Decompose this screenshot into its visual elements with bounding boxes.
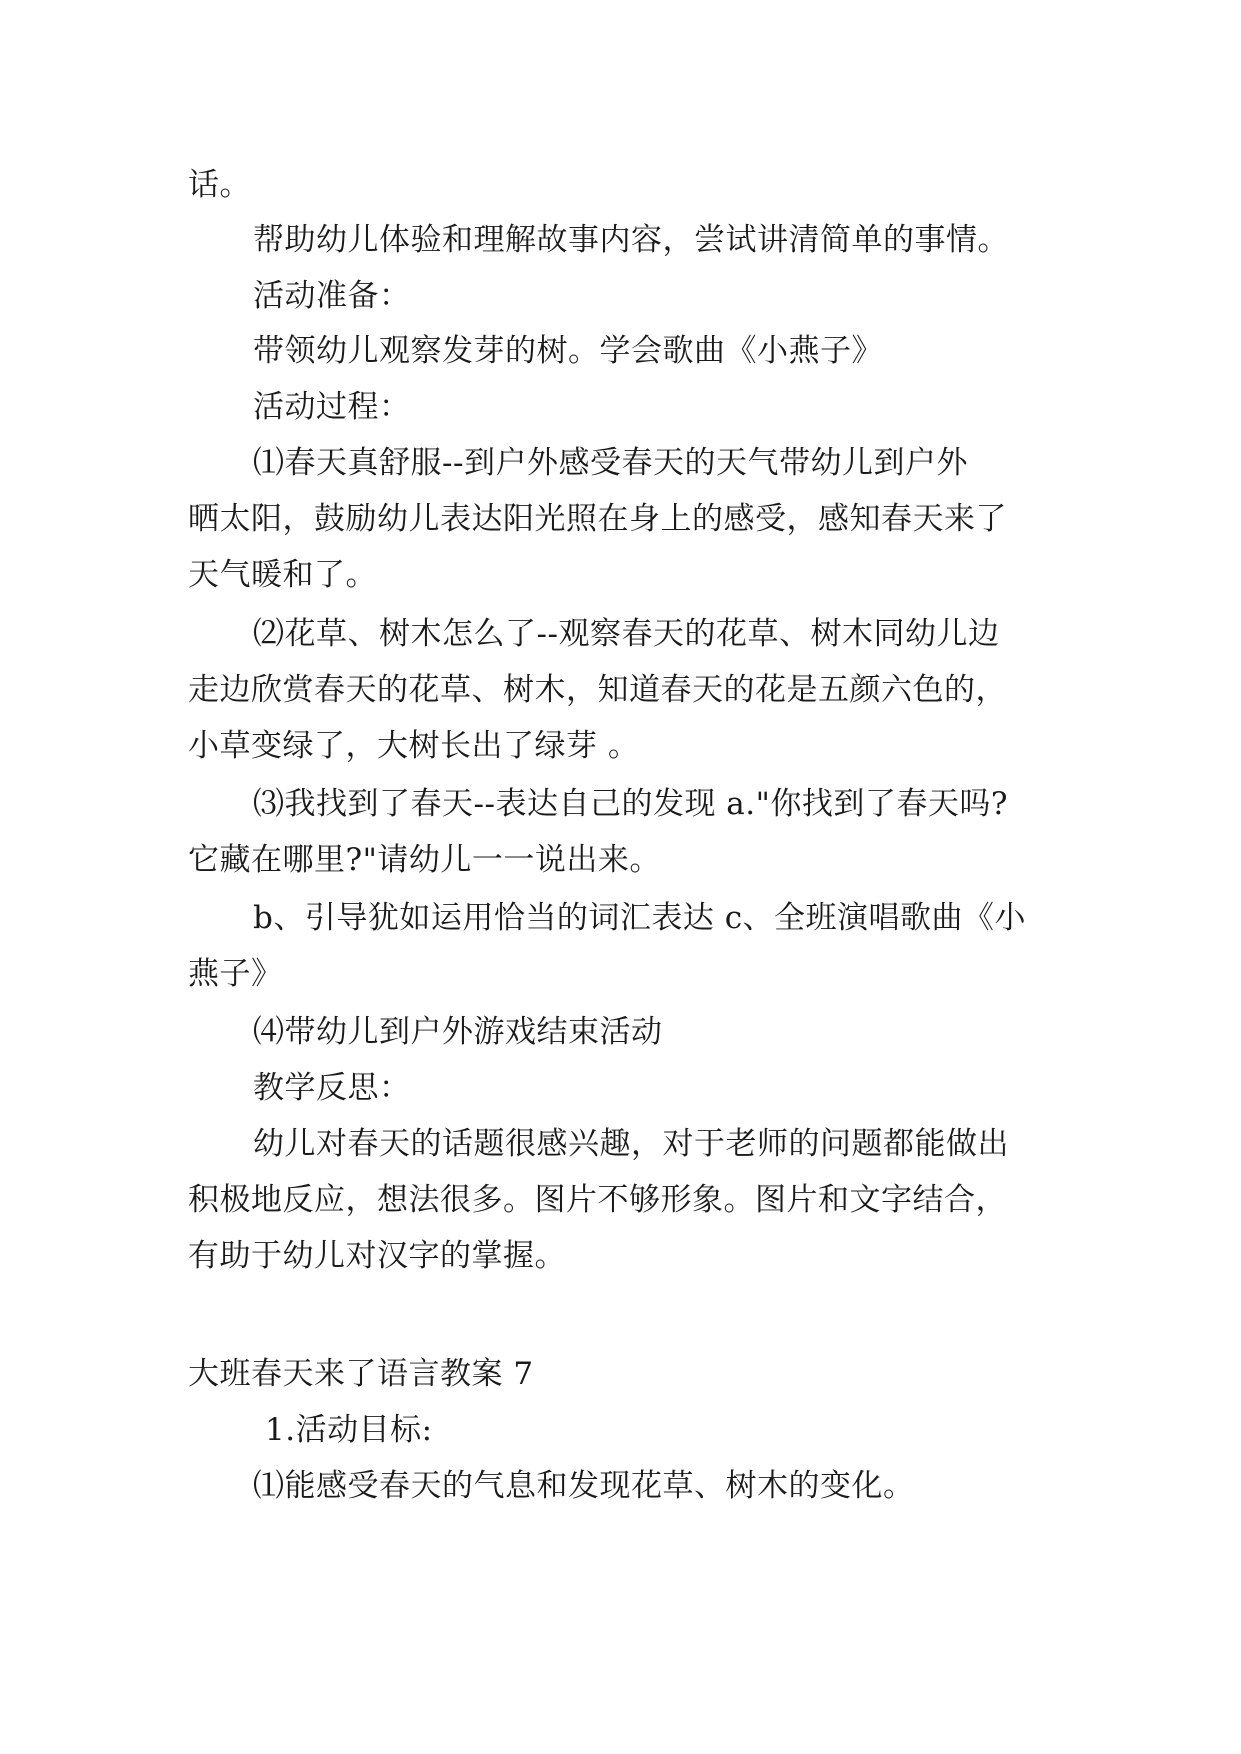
text-line: 晒太阳，鼓励幼儿表达阳光照在身上的感受，感知春天来了	[188, 501, 1007, 537]
section-label: 教学反思：	[253, 1070, 411, 1106]
text-line: 帮助幼儿体验和理解故事内容，尝试讲清简单的事情。	[253, 222, 1009, 258]
text-line: ⑵花草、树木怎么了--观察春天的花草、树木同幼儿边	[253, 616, 1000, 652]
text-line: 天气暖和了。	[188, 557, 377, 593]
text-line: 它藏在哪里?"请幼儿一一说出来。	[188, 842, 661, 878]
section-label: 活动准备：	[253, 278, 411, 314]
text-line: 带领幼儿观察发芽的树。学会歌曲《小燕子》	[253, 333, 883, 369]
text-line: ⑴能感受春天的气息和发现花草、树木的变化。	[253, 1468, 915, 1504]
text-line: 小草变绿了，大树长出了绿芽 。	[188, 728, 640, 764]
text-line: 燕子》	[188, 956, 283, 992]
section-label: 活动过程：	[253, 389, 411, 425]
text-line: ⑶我找到了春天--表达自己的发现 a."你找到了春天吗?	[253, 786, 1009, 822]
text-line: ⑷带幼儿到户外游戏结束活动	[253, 1014, 663, 1050]
text-line: 有助于幼儿对汉字的掌握。	[188, 1238, 566, 1274]
text-line: ⑴春天真舒服--到户外感受春天的天气带幼儿到户外	[253, 445, 968, 481]
text-line: 话。	[188, 167, 251, 203]
text-line: 积极地反应，想法很多。图片不够形象。图片和文字结合，	[188, 1182, 1007, 1218]
text-line: 走边欣赏春天的花草、树木，知道春天的花是五颜六色的，	[188, 672, 1007, 708]
text-line: b、引导犹如运用恰当的词汇表达 c、全班演唱歌曲《小	[253, 900, 1027, 936]
document-heading: 大班春天来了语言教案 7	[188, 1356, 534, 1392]
text-line: 幼儿对春天的话题很感兴趣，对于老师的问题都能做出	[253, 1126, 1009, 1162]
section-label: 1.活动目标:	[265, 1412, 433, 1448]
